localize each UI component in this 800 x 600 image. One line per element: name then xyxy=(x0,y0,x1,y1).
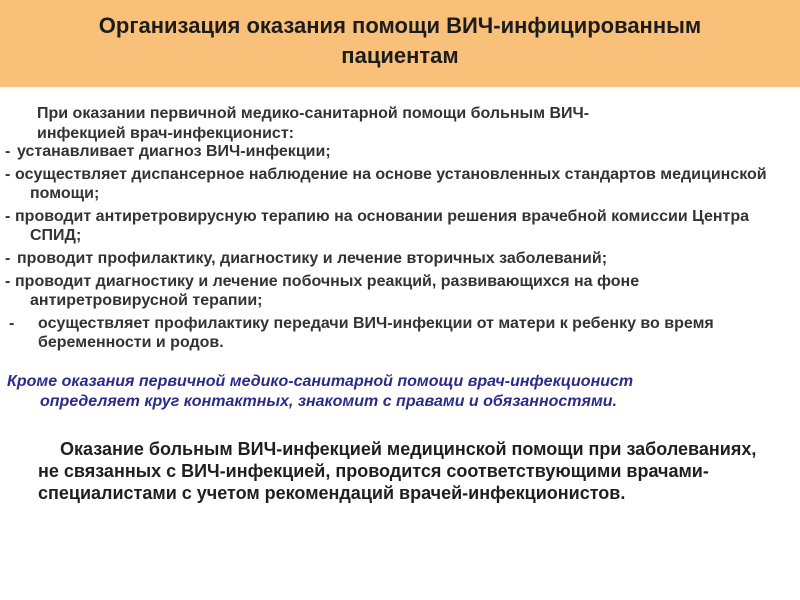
list-dash: - xyxy=(9,315,15,332)
note-line-2: определяет круг контактных, знакомит с правами и обязанностями. xyxy=(40,393,617,410)
list-item-text: проводит диагностику и лечение побочных реакций, развивающихся на фоне антиретровирусной терапии; xyxy=(15,273,640,309)
list-item xyxy=(5,165,790,203)
note-paragraph xyxy=(7,372,792,412)
title-bar xyxy=(0,0,800,87)
list-dash: - xyxy=(5,250,11,267)
list-item xyxy=(5,272,790,310)
list-item xyxy=(5,142,790,161)
list-item-text: осуществляет диспансерное наблюдение на основе установленных стандартов медицинской помощи; xyxy=(15,166,767,202)
list-dash: - xyxy=(5,273,11,290)
intro-line-2: инфекцией врач-инфекционист: xyxy=(37,125,294,142)
list-dash: - xyxy=(5,143,11,160)
slide-title-line-2: пациентам xyxy=(341,43,459,68)
duties-list xyxy=(5,142,790,356)
note-line-1: Кроме оказания первичной медико-санитарной помощи врач-инфекционист xyxy=(7,373,634,390)
list-item xyxy=(5,249,790,268)
list-item xyxy=(5,207,790,245)
list-item-text: осуществляет профилактику передачи ВИЧ-инфекции от матери к ребенку во время беременности и родов. xyxy=(38,315,714,351)
list-dash: - xyxy=(5,166,11,183)
intro-paragraph xyxy=(37,104,737,144)
list-item-text: устанавливает диагноз ВИЧ-инфекции; xyxy=(17,143,331,160)
list-item xyxy=(5,314,790,352)
list-dash: - xyxy=(5,208,11,225)
intro-line-1: При оказании первичной медико-санитарной помощи больным ВИЧ- xyxy=(37,105,590,122)
slide-title xyxy=(20,11,780,71)
list-item-text: проводит профилактику, диагностику и лечение вторичных заболеваний; xyxy=(17,250,608,267)
closing-paragraph: Оказание больным ВИЧ-инфекцией медицинской помощи при заболеваниях, не связанных с ВИЧ-инфекцией, проводится соответствующими врачами-специалистами с учетом рекомендаций врачей-инфекционистов. xyxy=(38,439,757,503)
slide-title-line-1: Организация оказания помощи ВИЧ-инфицированным xyxy=(98,13,702,38)
list-item-text: проводит антиретровирусную терапию на основании решения врачебной комиссии Центра СПИД; xyxy=(15,208,750,244)
